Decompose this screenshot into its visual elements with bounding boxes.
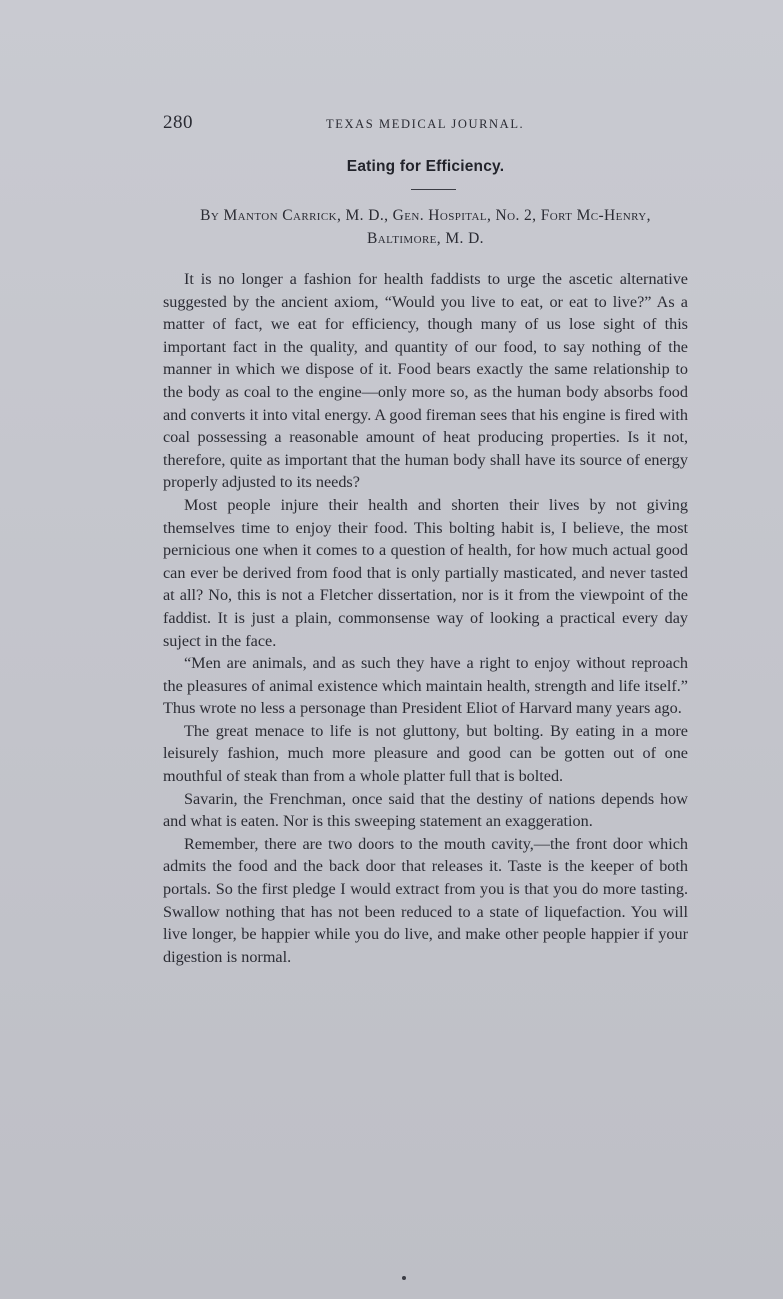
title-divider <box>411 189 456 190</box>
paragraph: “Men are animals, and as such they have a right to enjoy without reproach the pleasures of animal existence which maintain health, strength and life itself.” Thus wrote no less a personage than President Eliot of Harvard many years ago. <box>163 654 688 718</box>
article-body <box>163 268 688 968</box>
paragraph: Savarin, the Frenchman, once said that the destiny of nations depends how and what is eaten. Nor is this sweeping statement an exaggeration. <box>163 789 688 831</box>
article-title: Eating for Efficiency. <box>346 158 505 175</box>
page-number: 280 <box>163 112 193 133</box>
paragraph: Most people injure their health and shorten their lives by not giving themselves time to enjoy their food. This bolting habit is, I believe, the most pernicious one when it comes to a question of health, for how much actual good can ever be derived from food that is only partially masticated, and never tasted at all? No, this is not a Fletcher dissertation, nor is it from the viewpoint of the faddist. It is just a plain, commonsense way of looking a practical every day suject in the face. <box>163 495 688 650</box>
journal-title: TEXAS MEDICAL JOURNAL. <box>326 117 525 131</box>
paragraph: Remember, there are two doors to the mouth cavity,—the front door which admits the food and the back door that releases it. Taste is the keeper of both portals. So the first pledge I would extract from you is that you do more tasting. Swallow nothing that has not been reduced to a state of liquefaction. You will live longer, be happier while you do live, and make other people happier if your digestion is normal. <box>163 834 688 966</box>
ink-speck <box>402 1276 406 1280</box>
paragraph: The great menace to life is not gluttony, but bolting. By eating in a more leisurely fashion, much more pleasure and good can be gotten out of one mouthful of steak than from a whole platter full that is bolted. <box>163 721 688 786</box>
paragraph: It is no longer a fashion for health faddists to urge the ascetic alternative suggested by the ancient axiom, “Would you live to eat, or eat to live?” As a matter of fact, we eat for efficiency, though many of us lose sight of this important fact in the quality, and quantity of our food, to say nothing of the manner in which we dispose of it. Food bears exactly the same relationship to the body as coal to the engine—only more so, as the human body absorbs food and converts it into vital energy. A good fireman sees that his engine is fired with coal possessing a reasonable amount of heat producing properties. Is it not, therefore, quite as important that the human body shall have its source of energy properly adjusted to its needs? <box>163 270 688 492</box>
author-byline: By Manton Carrick, M. D., Gen. Hospital, No. 2, Fort Mc-Henry, Baltimore, M. D. <box>200 207 651 247</box>
running-header <box>163 112 688 134</box>
